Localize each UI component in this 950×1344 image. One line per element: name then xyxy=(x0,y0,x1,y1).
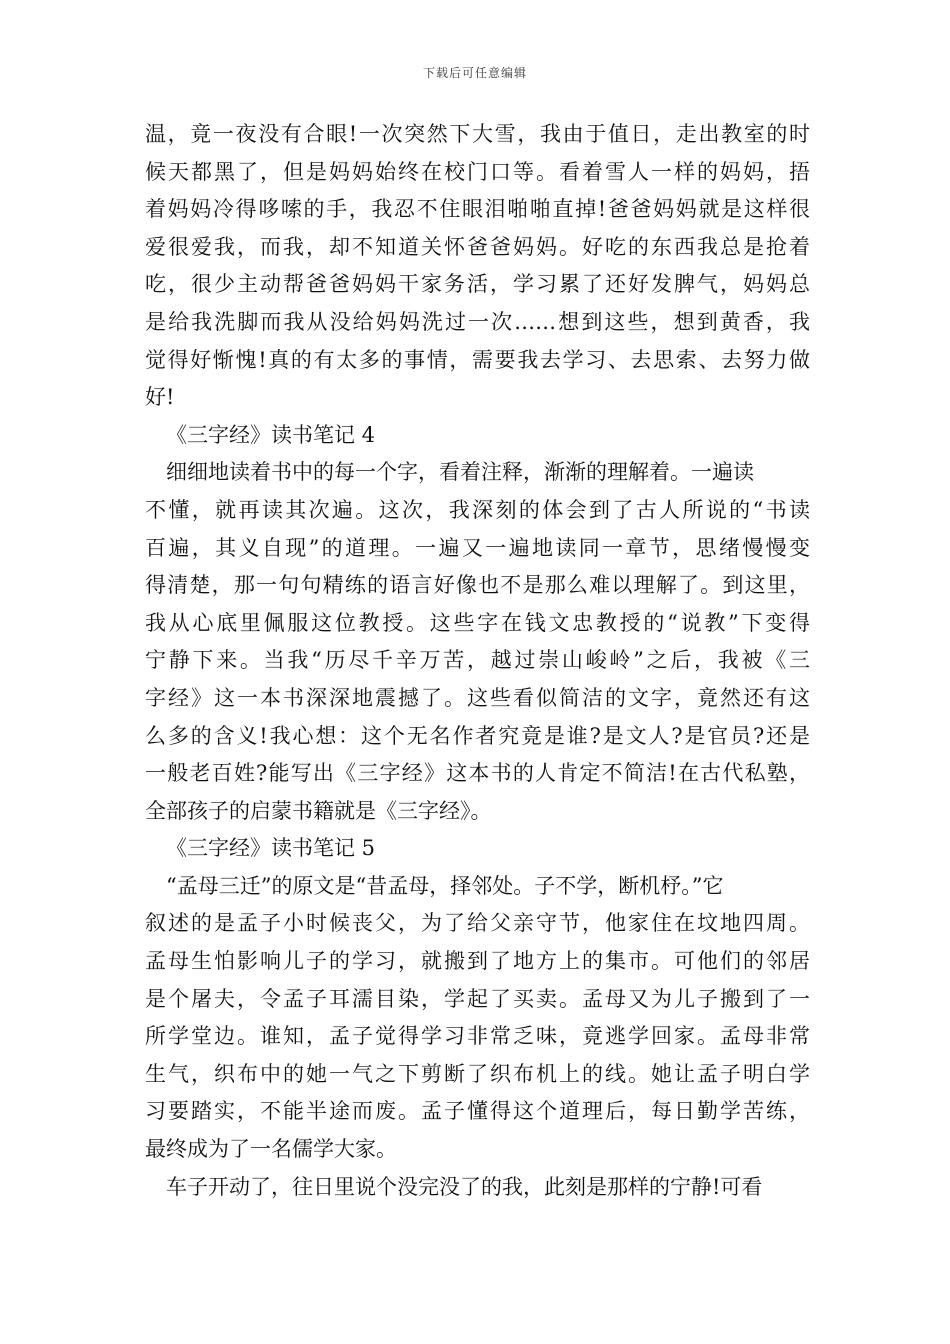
text-line: 觉得好惭愧!真的有太多的事情，需要我去学习、去思索、去努力做 xyxy=(145,347,810,372)
text-line: 得清楚，那一句句精练的语言好像也不是那么难以理解了。到这里， xyxy=(145,573,810,598)
text-line: 是个屠夫，令孟子耳濡目染，学起了买卖。孟母又为儿子搬到了一 xyxy=(145,986,810,1011)
text-line: 所学堂边。谁知，孟子觉得学习非常乏味，竟逃学回家。孟母非常 xyxy=(145,1024,810,1049)
page-header: 下载后可任意编辑 xyxy=(422,66,527,80)
text-line: 全部孩子的启蒙书籍就是《三字经》。 xyxy=(145,798,492,823)
text-line: 孟母生怕影响儿子的学习，就搬到了地方上的集市。可他们的邻居 xyxy=(145,949,810,974)
text-line: 爱很爱我，而我，却不知道关怀爸爸妈妈。好吃的东西我总是抢着 xyxy=(145,234,810,259)
text-line: 么多的含义!我心想：这个无名作者究竟是谁?是文人?是官员?还是 xyxy=(145,723,810,748)
text-line: 叙述的是孟子小时候丧父，为了给父亲守节，他家住在坟地四周。 xyxy=(145,911,810,936)
section-heading: 《三字经》读书笔记 4 xyxy=(166,422,376,447)
text-line: 习要踏实，不能半途而废。孟子懂得这个道理后，每日勤学苦练， xyxy=(145,1099,810,1124)
document-body xyxy=(145,116,810,1206)
text-line: 候天都黑了，但是妈妈始终在校门口等。看着雪人一样的妈妈，捂 xyxy=(145,159,810,184)
text-line: 好! xyxy=(145,385,175,410)
text-line: 字经》这一本书深深地震撼了。这些看似简洁的文字，竟然还有这 xyxy=(145,685,810,710)
text-line: 我从心底里佩服这位教授。这些字在钱文忠教授的“说教”下变得 xyxy=(145,610,810,635)
text-line: 最终成为了一名儒学大家。 xyxy=(145,1137,397,1162)
text-line: 不懂，就再读其次遍。这次，我深刻的体会到了古人所说的“书读 xyxy=(145,497,810,522)
text-line: “孟母三迁”的原文是“昔孟母，择邻处。子不学，断机杼。”它 xyxy=(166,873,724,898)
text-line: 温，竟一夜没有合眼!一次突然下大雪，我由于值日，走出教室的时 xyxy=(145,122,810,146)
text-line: 宁静下来。当我“历尽千辛万苦，越过崇山峻岭”之后，我被《三 xyxy=(145,648,810,673)
text-line: 车子开动了，往日里说个没完没了的我，此刻是那样的宁静!可看 xyxy=(166,1174,763,1199)
text-line: 一般老百姓?能写出《三字经》这本书的人肯定不简洁!在古代私塾， xyxy=(145,761,810,786)
text-line: 是给我洗脚而我从没给妈妈洗过一次……想到这些，想到黄香，我 xyxy=(145,309,810,334)
text-line: 百遍，其义自现”的道理。一遍又一遍地读同一章节，思绪慢慢变 xyxy=(145,535,810,560)
text-line: 生气，织布中的她一气之下剪断了织布机上的线。她让孟子明白学 xyxy=(145,1061,810,1086)
text-line: 细细地读着书中的每一个字，看着注释，渐渐的理解着。一遍读 xyxy=(166,460,754,485)
text-line: 着妈妈冷得哆嗦的手，我忍不住眼泪啪啪直掉!爸爸妈妈就是这样很 xyxy=(145,197,810,222)
section-heading: 《三字经》读书笔记 5 xyxy=(166,836,376,861)
text-line: 吃，很少主动帮爸爸妈妈干家务活，学习累了还好发脾气，妈妈总 xyxy=(145,272,810,297)
